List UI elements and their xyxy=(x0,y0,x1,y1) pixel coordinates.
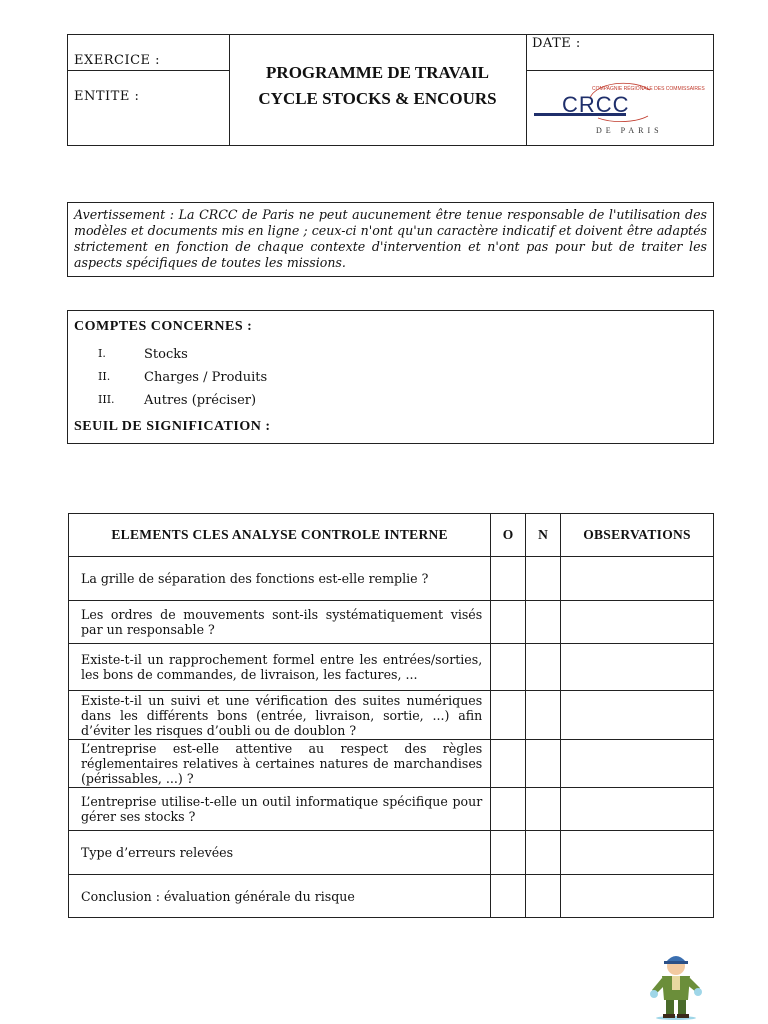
oui-cell[interactable] xyxy=(491,557,526,601)
exercice-label: EXERCICE : xyxy=(74,53,161,68)
svg-text:CRCC: CRCC xyxy=(562,92,630,117)
crcc-logo xyxy=(532,76,708,136)
table-row xyxy=(69,740,714,788)
observations-cell[interactable] xyxy=(561,831,714,875)
compte-label: Charges / Produits xyxy=(144,370,268,385)
observations-cell[interactable] xyxy=(561,875,714,918)
oui-cell[interactable] xyxy=(491,644,526,691)
date-label: DATE : xyxy=(532,36,581,51)
observations-cell[interactable] xyxy=(561,788,714,831)
question-cell: Existe-t-il un suivi et une vérification des suites numériques dans les différents bons (entrée, livraison, sortie, ...) afin d’éviter les risques d’oubli ou de doublon ? xyxy=(69,691,491,740)
non-cell[interactable] xyxy=(526,788,561,831)
non-cell[interactable] xyxy=(526,644,561,691)
worker-clipart-icon xyxy=(648,948,704,1020)
non-cell[interactable] xyxy=(526,557,561,601)
col-header-observations: OBSERVATIONS xyxy=(561,514,714,557)
page-title-line1: PROGRAMME DE TRAVAIL xyxy=(266,63,489,82)
observations-cell[interactable] xyxy=(561,691,714,740)
oui-cell[interactable] xyxy=(491,831,526,875)
oui-cell[interactable] xyxy=(491,740,526,788)
non-cell[interactable] xyxy=(526,601,561,644)
observations-cell[interactable] xyxy=(561,644,714,691)
observations-cell[interactable] xyxy=(561,557,714,601)
entite-label: ENTITE : xyxy=(74,89,140,104)
question-cell: Conclusion : évaluation générale du risque xyxy=(69,875,491,918)
compte-num: III. xyxy=(98,393,115,406)
page-title-line2: CYCLE STOCKS & ENCOURS xyxy=(258,89,497,108)
table-row xyxy=(69,831,714,875)
oui-cell[interactable] xyxy=(491,788,526,831)
col-header-non: N xyxy=(526,514,561,557)
question-cell: La grille de séparation des fonctions est-elle remplie ? xyxy=(69,557,491,601)
non-cell[interactable] xyxy=(526,875,561,918)
table-header-row xyxy=(69,514,714,557)
comptes-box xyxy=(67,310,714,444)
question-cell: L’entreprise utilise-t-elle un outil informatique spécifique pour gérer ses stocks ? xyxy=(69,788,491,831)
seuil-label: SEUIL DE SIGNIFICATION : xyxy=(74,419,271,434)
compte-label: Autres (préciser) xyxy=(144,393,257,408)
observations-cell[interactable] xyxy=(561,601,714,644)
observations-cell[interactable] xyxy=(561,740,714,788)
non-cell[interactable] xyxy=(526,691,561,740)
oui-cell[interactable] xyxy=(491,691,526,740)
table-row xyxy=(69,788,714,831)
oui-cell[interactable] xyxy=(491,875,526,918)
controle-interne-table xyxy=(68,513,714,918)
non-cell[interactable] xyxy=(526,831,561,875)
table-row xyxy=(69,557,714,601)
table-row xyxy=(69,875,714,918)
col-header-elements: ELEMENTS CLES ANALYSE CONTROLE INTERNE xyxy=(69,514,491,557)
table-row xyxy=(69,644,714,691)
disclaimer-text: Avertissement : La CRCC de Paris ne peut aucunement être tenue responsable de l'utilisation des modèles et documents mis en ligne ; ceux-ci n'ont qu'un caractère indicatif et doivent être adaptés strictement en fonction de chaque contexte d'intervention et n'ont pas pour but de traiter les aspects spécifiques de toutes les missions. xyxy=(67,202,714,277)
svg-text:DE PARIS: DE PARIS xyxy=(596,126,663,135)
non-cell[interactable] xyxy=(526,740,561,788)
question-cell: Existe-t-il un rapprochement formel entre les entrées/sorties, les bons de commandes, de livraison, les factures, ... xyxy=(69,644,491,691)
compte-num: I. xyxy=(98,347,106,360)
compte-label: Stocks xyxy=(144,347,188,362)
question-cell: Type d’erreurs relevées xyxy=(69,831,491,875)
svg-text:COMPAGNIE RÉGIONALE DES COMMIS: COMPAGNIE RÉGIONALE DES COMMISSAIRES xyxy=(592,86,705,92)
comptes-heading: COMPTES CONCERNES : xyxy=(74,319,253,334)
col-header-oui: O xyxy=(491,514,526,557)
table-row xyxy=(69,691,714,740)
compte-num: II. xyxy=(98,370,111,383)
oui-cell[interactable] xyxy=(491,601,526,644)
table-row xyxy=(69,601,714,644)
question-cell: Les ordres de mouvements sont-ils systématiquement visés par un responsable ? xyxy=(69,601,491,644)
question-cell: L’entreprise est-elle attentive au respect des règles réglementaires relatives à certaines natures de marchandises (périssables, ...) ? xyxy=(69,740,491,788)
